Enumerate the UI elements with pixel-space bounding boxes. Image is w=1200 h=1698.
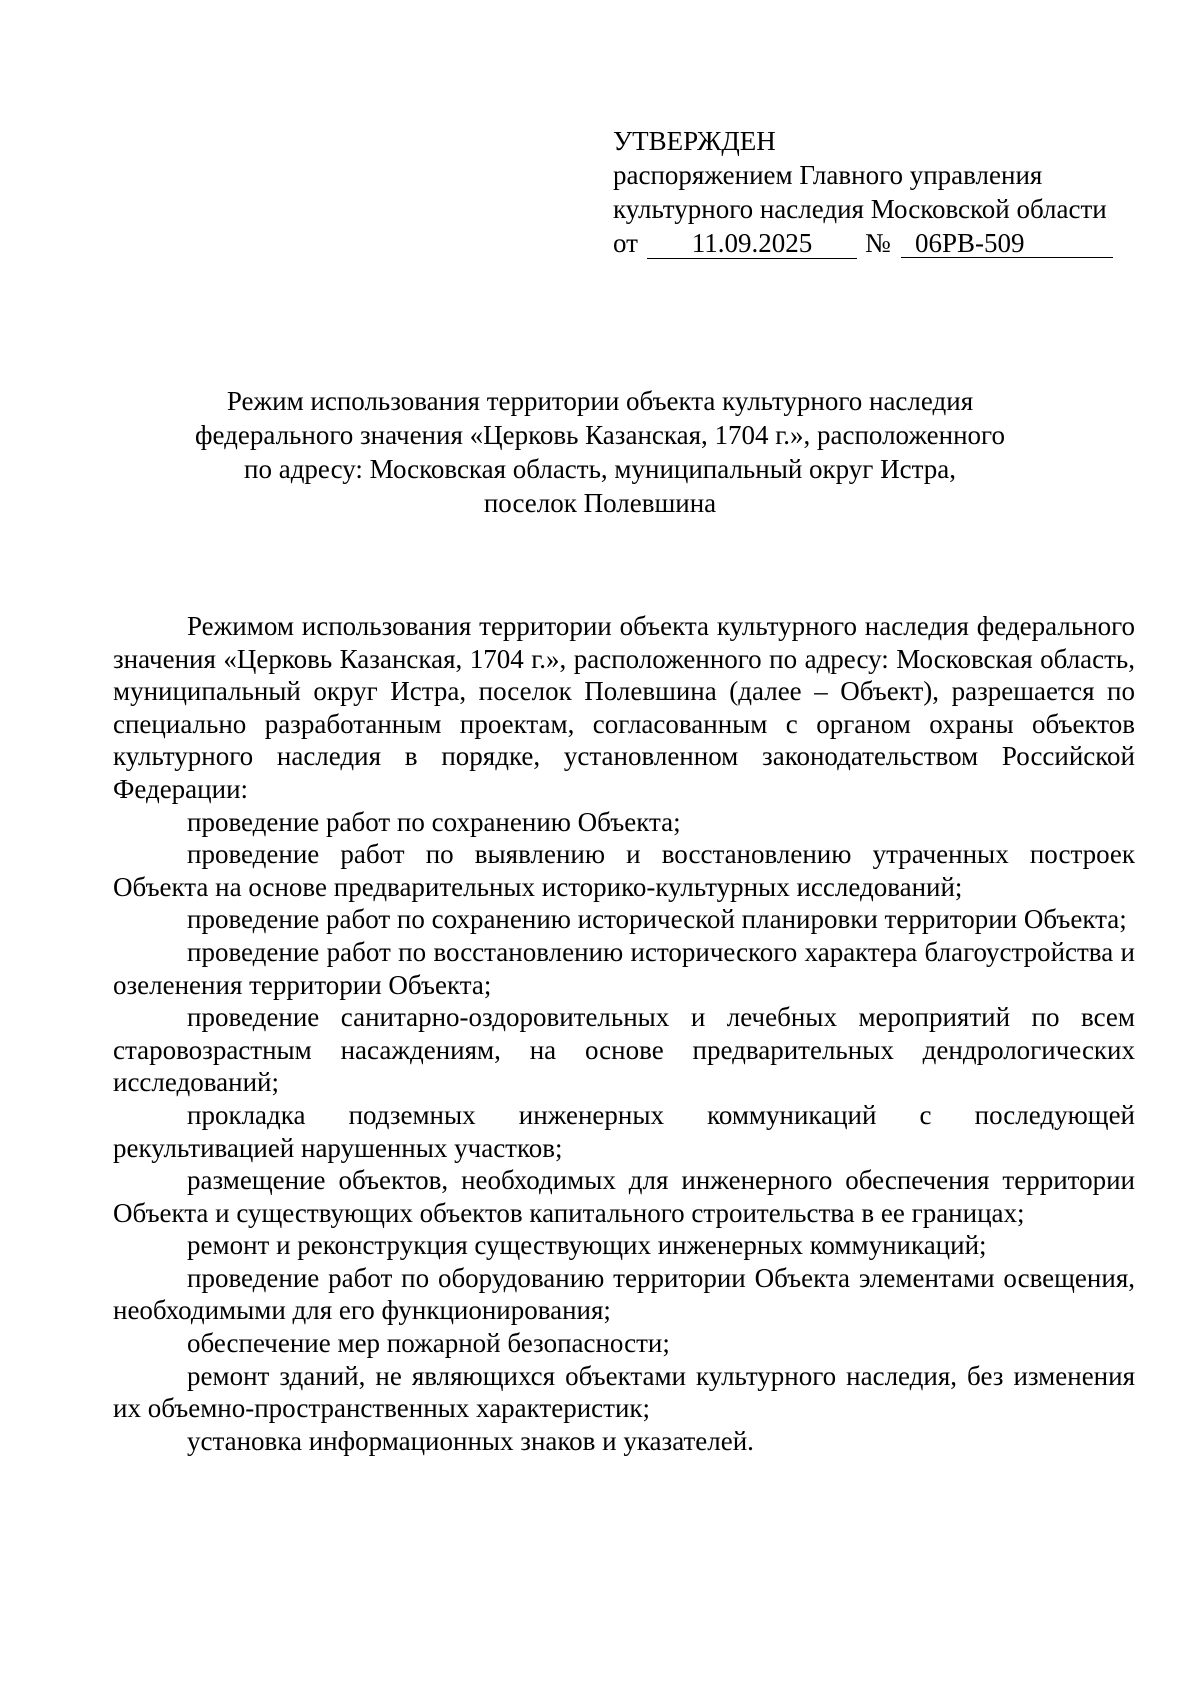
approval-date-number-line — [613, 226, 1133, 260]
approval-block — [613, 124, 1133, 260]
title-line: поселок Полевшина — [483, 488, 717, 518]
title-line: Режим использования территории объекта культурного наследия — [226, 386, 974, 416]
list-item: установка информационных знаков и указателей. — [187, 1425, 754, 1456]
approval-number: 06РВ-509 — [901, 226, 1113, 258]
approval-heading: УТВЕРЖДЕН — [613, 126, 776, 156]
list-item: ремонт и реконструкция существующих инженерных коммуникаций; — [187, 1230, 987, 1261]
list-item: проведение работ по восстановлению исторического характера благоустройства и озеленения территории Объекта; — [113, 936, 1135, 1000]
approval-date: 11.09.2025 — [647, 226, 857, 259]
list-item: обеспечение мер пожарной безопасности; — [187, 1328, 670, 1359]
number-sign: № — [865, 228, 891, 258]
list-item: проведение работ по сохранению исторической планировки территории Объекта; — [187, 904, 1127, 935]
title-line: федерального значения «Церковь Казанская, 1704 г.», расположенного — [195, 420, 1005, 450]
title-line: по адресу: Московская область, муниципальный округ Истра, — [244, 454, 956, 484]
approval-line-1: распоряжением Главного управления — [613, 160, 1043, 190]
document-body — [113, 610, 1135, 1457]
list-item: прокладка подземных инженерных коммуникаций с последующей рекультивацией нарушенных участков; — [113, 1099, 1135, 1163]
list-item: проведение работ по оборудованию территории Объекта элементами освещения, необходимыми для его функционирования; — [113, 1262, 1135, 1326]
list-item: проведение работ по выявлению и восстановлению утраченных построек Объекта на основе предварительных историко-культурных исследований; — [113, 839, 1135, 902]
list-item: размещение объектов, необходимых для инженерного обеспечения территории Объекта и существующих объектов капитального строительства в ее границах; — [113, 1165, 1135, 1228]
list-item: проведение работ по сохранению Объекта; — [187, 806, 681, 837]
document-title — [150, 384, 1050, 520]
intro-paragraph: Режимом использования территории объекта культурного наследия федерального значения «Церковь Казанская, 1704 г.», расположенного по адресу: Московская область, муниципальный округ Истра, поселок Полевшина (далее – Объект), разрешается по специально разработанным проектам, согласованным с органом охраны объектов культурного наследия в порядке, установленном законодательством Российской Федерации: — [113, 611, 1135, 804]
approval-line-2: культурного наследия Московской области — [613, 194, 1107, 224]
from-label: от — [613, 228, 638, 258]
list-item: проведение санитарно-оздоровительных и лечебных мероприятий по всем старовозрастным насаждениям, на основе предварительных дендрологических исследований; — [113, 1002, 1135, 1098]
list-item: ремонт зданий, не являющихся объектами культурного наследия, без изменения их объемно-пространственных характеристик; — [113, 1360, 1135, 1424]
